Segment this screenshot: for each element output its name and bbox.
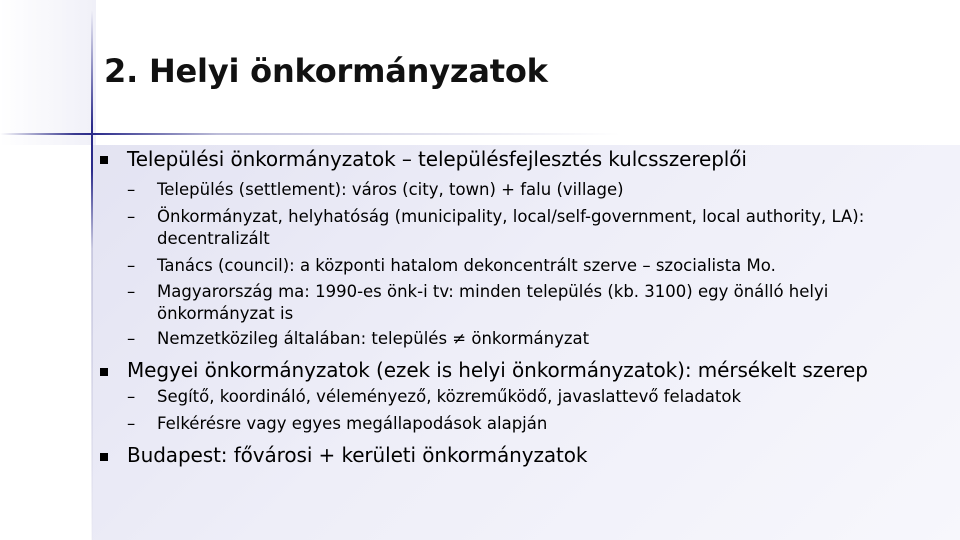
sub-bullet-text: Nemzetközileg általában: település ≠ önkormányzat xyxy=(157,329,590,348)
horizontal-accent-line xyxy=(0,133,620,135)
sub-bullet-text: Település (settlement): város (city, town) + falu (village) xyxy=(157,180,624,199)
slide-title: 2. Helyi önkormányzatok xyxy=(104,52,548,90)
sub-bullet-dash: – xyxy=(127,282,136,301)
sub-bullet-text: Tanács (council): a központi hatalom dekoncentrált szerve – szocialista Mo. xyxy=(157,256,776,275)
sub-bullet-dash: – xyxy=(127,414,136,433)
vertical-accent-line xyxy=(91,10,93,540)
bullet-text: Megyei önkormányzatok (ezek is helyi önkormányzatok): mérsékelt szerep xyxy=(127,358,868,382)
bullet-text: Budapest: fővárosi + kerületi önkormányzatok xyxy=(127,443,588,467)
sub-bullet-text: Önkormányzat, helyhatóság (municipality, local/self-government, local authority, LA): xyxy=(157,207,865,226)
sub-bullet-text-continuation: önkormányzat is xyxy=(157,304,294,323)
bullet-marker xyxy=(100,156,108,164)
sub-bullet-dash: – xyxy=(127,329,136,348)
sub-bullet-dash: – xyxy=(127,256,136,275)
title-area-background xyxy=(0,0,96,145)
sub-bullet-dash: – xyxy=(127,180,136,199)
bullet-marker xyxy=(100,453,108,461)
sub-bullet-text: Magyarország ma: 1990-es önk-i tv: minden település (kb. 3100) egy önálló helyi xyxy=(157,282,829,301)
sub-bullet-text-continuation: decentralizált xyxy=(157,229,270,248)
sub-bullet-dash: – xyxy=(127,387,136,406)
sub-bullet-dash: – xyxy=(127,207,136,226)
sub-bullet-text: Segítő, koordináló, véleményező, közreműködő, javaslattevő feladatok xyxy=(157,387,742,406)
sub-bullet-text: Felkérésre vagy egyes megállapodások alapján xyxy=(157,414,548,433)
bullet-text: Települési önkormányzatok – településfejlesztés kulcsszereplői xyxy=(127,147,747,171)
bullet-marker xyxy=(100,368,108,376)
